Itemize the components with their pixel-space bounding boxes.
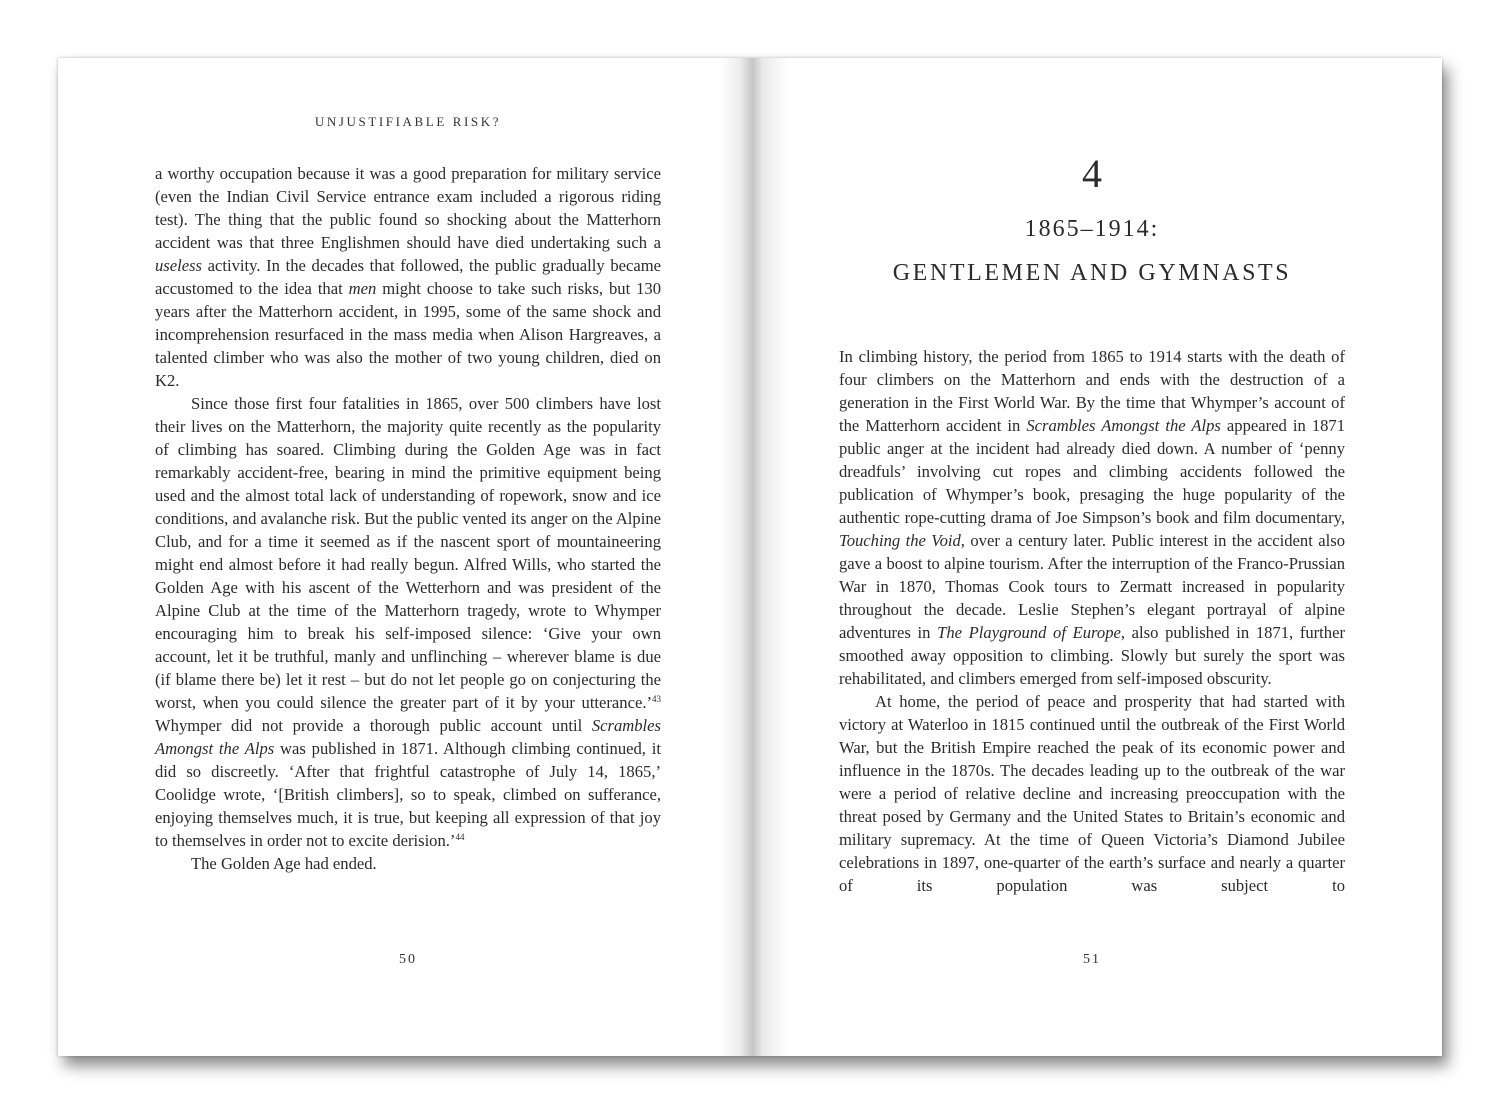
right-page-body (839, 345, 1345, 897)
page-number: 51 (1083, 952, 1101, 967)
footnote-ref: 44 (455, 832, 465, 842)
right-page (750, 58, 1442, 1056)
paragraph: The Golden Age had ended. (191, 854, 377, 873)
left-page-body (155, 162, 661, 875)
chapter-number: 4 (1082, 151, 1102, 196)
chapter-title: GENTLEMEN AND GYMNASTS (892, 260, 1292, 286)
paragraph: a worthy occupation because it was a good preparation for military service (even the Indian Civil Service entrance exam included a rigorous riding test). The thing that the public found so shocking about the Matterhorn accident was that three Englishmen should have died undertaking such a useless activity. In the decades that followed, the public gradually became accustomed to the idea that men might choose to take such risks, but 130 years after the Matterhorn accident, in 1995, some of the same shock and incomprehension resurfaced in the mass media when Alison Hargreaves, a talented climber who was also the mother of two young children, died on K2. (155, 164, 661, 390)
paragraph: At home, the period of peace and prosperity that had started with victory at Waterloo in 1815 continued until the outbreak of the First World War, but the British Empire reached the peak of its economic power and influence in the 1870s. The decades leading up to the outbreak of the war were a period of relative decline and increasing preoccupation with the threat posed by Germany and the United States to Britain’s economic and military supremacy. At the time of Queen Victoria’s Diamond Jubilee celebrations in 1897, one-quarter of the earth’s surface and nearly a quarter of its population was subject to (839, 692, 1345, 895)
open-book (58, 58, 1442, 1056)
left-page (58, 58, 750, 1056)
paragraph: Since those first four fatalities in 1865, over 500 climbers have lost their lives on the Matterhorn, the majority quite recently as the popularity of climbing has soared. Climbing during the Golden Age was in fact remarkably accident-free, bearing in mind the primitive equipment being used and the almost total lack of understanding of ropework, snow and ice conditions, and avalanche risk. But the public vented its anger on the Alpine Club, and for a time it seemed as if the nascent sport of mountaineering might end almost before it had really begun. Alfred Wills, who started the Golden Age with his ascent of the Wetterhorn and was president of the Alpine Club at the time of the Matterhorn tragedy, wrote to Whymper encouraging him to break his self-imposed silence: ‘Give your own account, let it be truthful, manly and unflinching – wherever blame is due (if blame there be) let it rest – but do not let people go on conjecturing the worst, when you could silence the greater part of it by your utterance.’$^{43}$ Whymper did not provide a thorough public account until Scrambles Amongst the Alps was published in 1871. Although climbing continued, it did so discreetly. ‘After that frightful catastrophe of July 14, 1865,’ Coolidge wrote, ‘[British climbers], so to speak, climbed on sufferance, enjoying themselves much, it is true, but keeping all expression of that joy to themselves in order not to excite derision.’$^{44}$ (155, 394, 661, 850)
running-head: UNJUSTIFIABLE RISK? (314, 114, 502, 129)
chapter-title-dates: 1865–1914: (1024, 216, 1160, 242)
paragraph: In climbing history, the period from 1865 to 1914 starts with the death of four climbers on the Matterhorn and ends with the destruction of a generation in the First World War. By the time that Whymper’s account of the Matterhorn accident in Scrambles Amongst the Alps appeared in 1871 public anger at the incident had already died down. A number of ‘penny dreadfuls’ involving cut ropes and climbing accidents followed the publication of Whymper’s book, presaging the huge popularity of the authentic rope-cutting drama of Joe Simpson’s book and film documentary, Touching the Void, over a century later. Public interest in the accident also gave a boost to alpine tourism. After the interruption of the Franco-Prussian War in 1870, Thomas Cook tours to Zermatt increased in popularity throughout the decade. Leslie Stephen’s elegant portrayal of alpine adventures in The Playground of Europe, also published in 1871, further smoothed away opposition to climbing. Slowly but surely the sport was rehabilitated, and climbers emerged from self-imposed obscurity. (839, 347, 1346, 688)
footnote-ref: 43 (652, 694, 661, 704)
page-number: 50 (399, 952, 417, 967)
